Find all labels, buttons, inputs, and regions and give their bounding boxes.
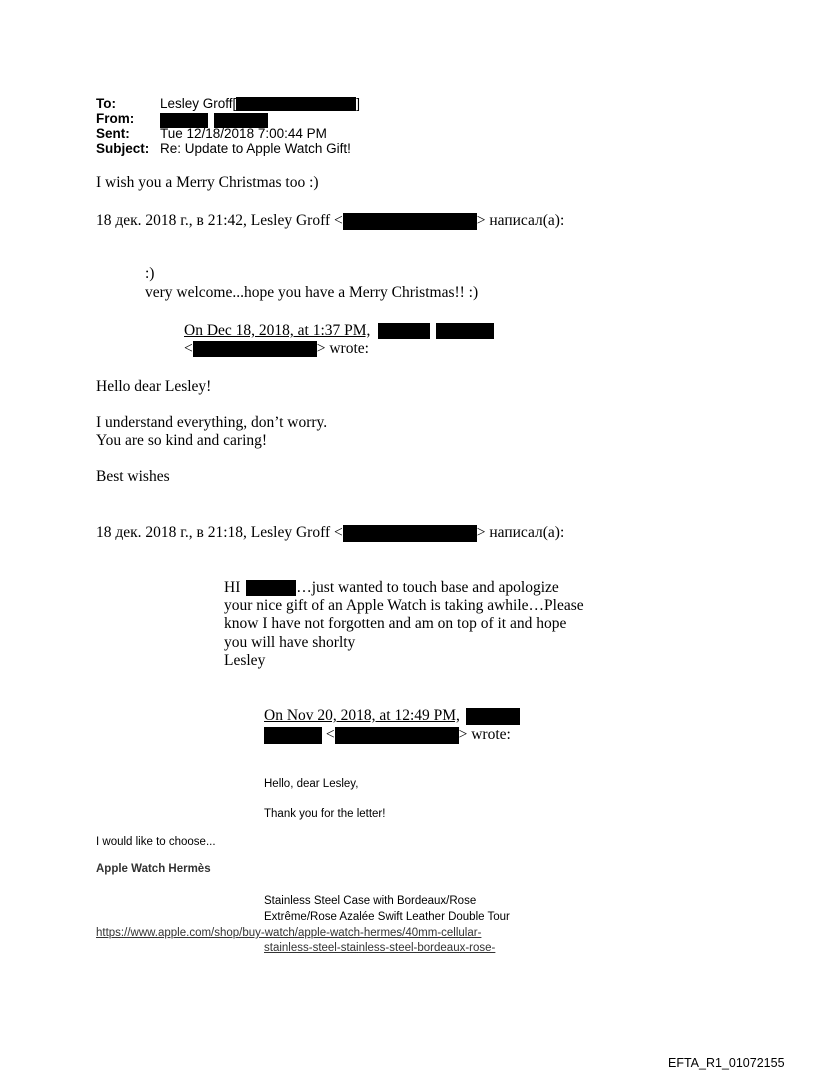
message-line: Best wishes	[96, 468, 170, 485]
product-link[interactable]: stainless-steel-stainless-steel-bordeaux-rose-	[264, 942, 496, 954]
header-sent-label: Sent:	[96, 126, 130, 141]
message-line: your nice gift of an Apple Watch is taking awhile…Please	[224, 597, 584, 614]
message-line: Hello dear Lesley!	[96, 378, 212, 395]
reply-line: very welcome...hope you have a Merry Christmas!! :)	[145, 284, 479, 301]
header-from-label: From:	[96, 111, 135, 126]
header-sent-value: Tue 12/18/2018 7:00:44 PM	[160, 126, 327, 141]
quote-header: On Nov 20, 2018, at 12:49 PM,	[264, 707, 520, 725]
message-line: HI …just wanted to touch base and apologize	[224, 579, 559, 596]
redaction-block	[343, 213, 477, 230]
document-id: EFTA_R1_01072155	[668, 1056, 785, 1070]
quote-header: 18 дек. 2018 г., в 21:18, Lesley Groff < > написал(а):	[96, 524, 565, 541]
quote-header: 18 дек. 2018 г., в 21:42, Lesley Groff < > написал(а):	[96, 212, 565, 229]
quote-header: On Dec 18, 2018, at 1:37 PM,	[184, 322, 494, 340]
message-line: I would like to choose...	[96, 836, 216, 848]
message-line: you will have shorlty	[224, 634, 356, 651]
message-line: know I have not forgotten and am on top of it and hope	[224, 615, 567, 632]
redaction-block	[335, 727, 459, 744]
message-line: Hello, dear Lesley,	[264, 778, 359, 790]
header-to-value: Lesley Groff[ ]	[160, 96, 361, 111]
redaction-block	[246, 580, 296, 596]
redaction-block	[236, 97, 356, 111]
redaction-block	[343, 525, 477, 542]
redaction-block	[466, 708, 520, 725]
message-line: Thank you for the letter!	[264, 808, 386, 820]
message-line: I understand everything, don’t worry.	[96, 414, 328, 431]
product-description: Stainless Steel Case with Bordeaux/Rose	[264, 895, 477, 907]
message-line: You are so kind and caring!	[96, 432, 268, 449]
header-subject-label: Subject:	[96, 141, 150, 156]
product-link[interactable]: https://www.apple.com/shop/buy-watch/apple-watch-hermes/40mm-cellular-	[96, 927, 482, 939]
product-description: Extrême/Rose Azalée Swift Leather Double Tour	[264, 911, 510, 923]
quote-header-line2: < > wrote:	[264, 726, 511, 744]
header-to-label: To:	[96, 96, 116, 111]
redaction-block	[378, 323, 430, 339]
header-subject-value: Re: Update to Apple Watch Gift!	[160, 141, 351, 156]
redaction-block	[264, 727, 322, 744]
redaction-block	[193, 341, 317, 357]
product-name: Apple Watch Hermès	[96, 863, 211, 875]
quote-header-line2: < > wrote:	[184, 340, 369, 357]
redaction-block	[436, 323, 494, 339]
signature: Lesley	[224, 652, 266, 669]
message-line: I wish you a Merry Christmas too :)	[96, 174, 319, 191]
reply-line: :)	[145, 265, 155, 282]
